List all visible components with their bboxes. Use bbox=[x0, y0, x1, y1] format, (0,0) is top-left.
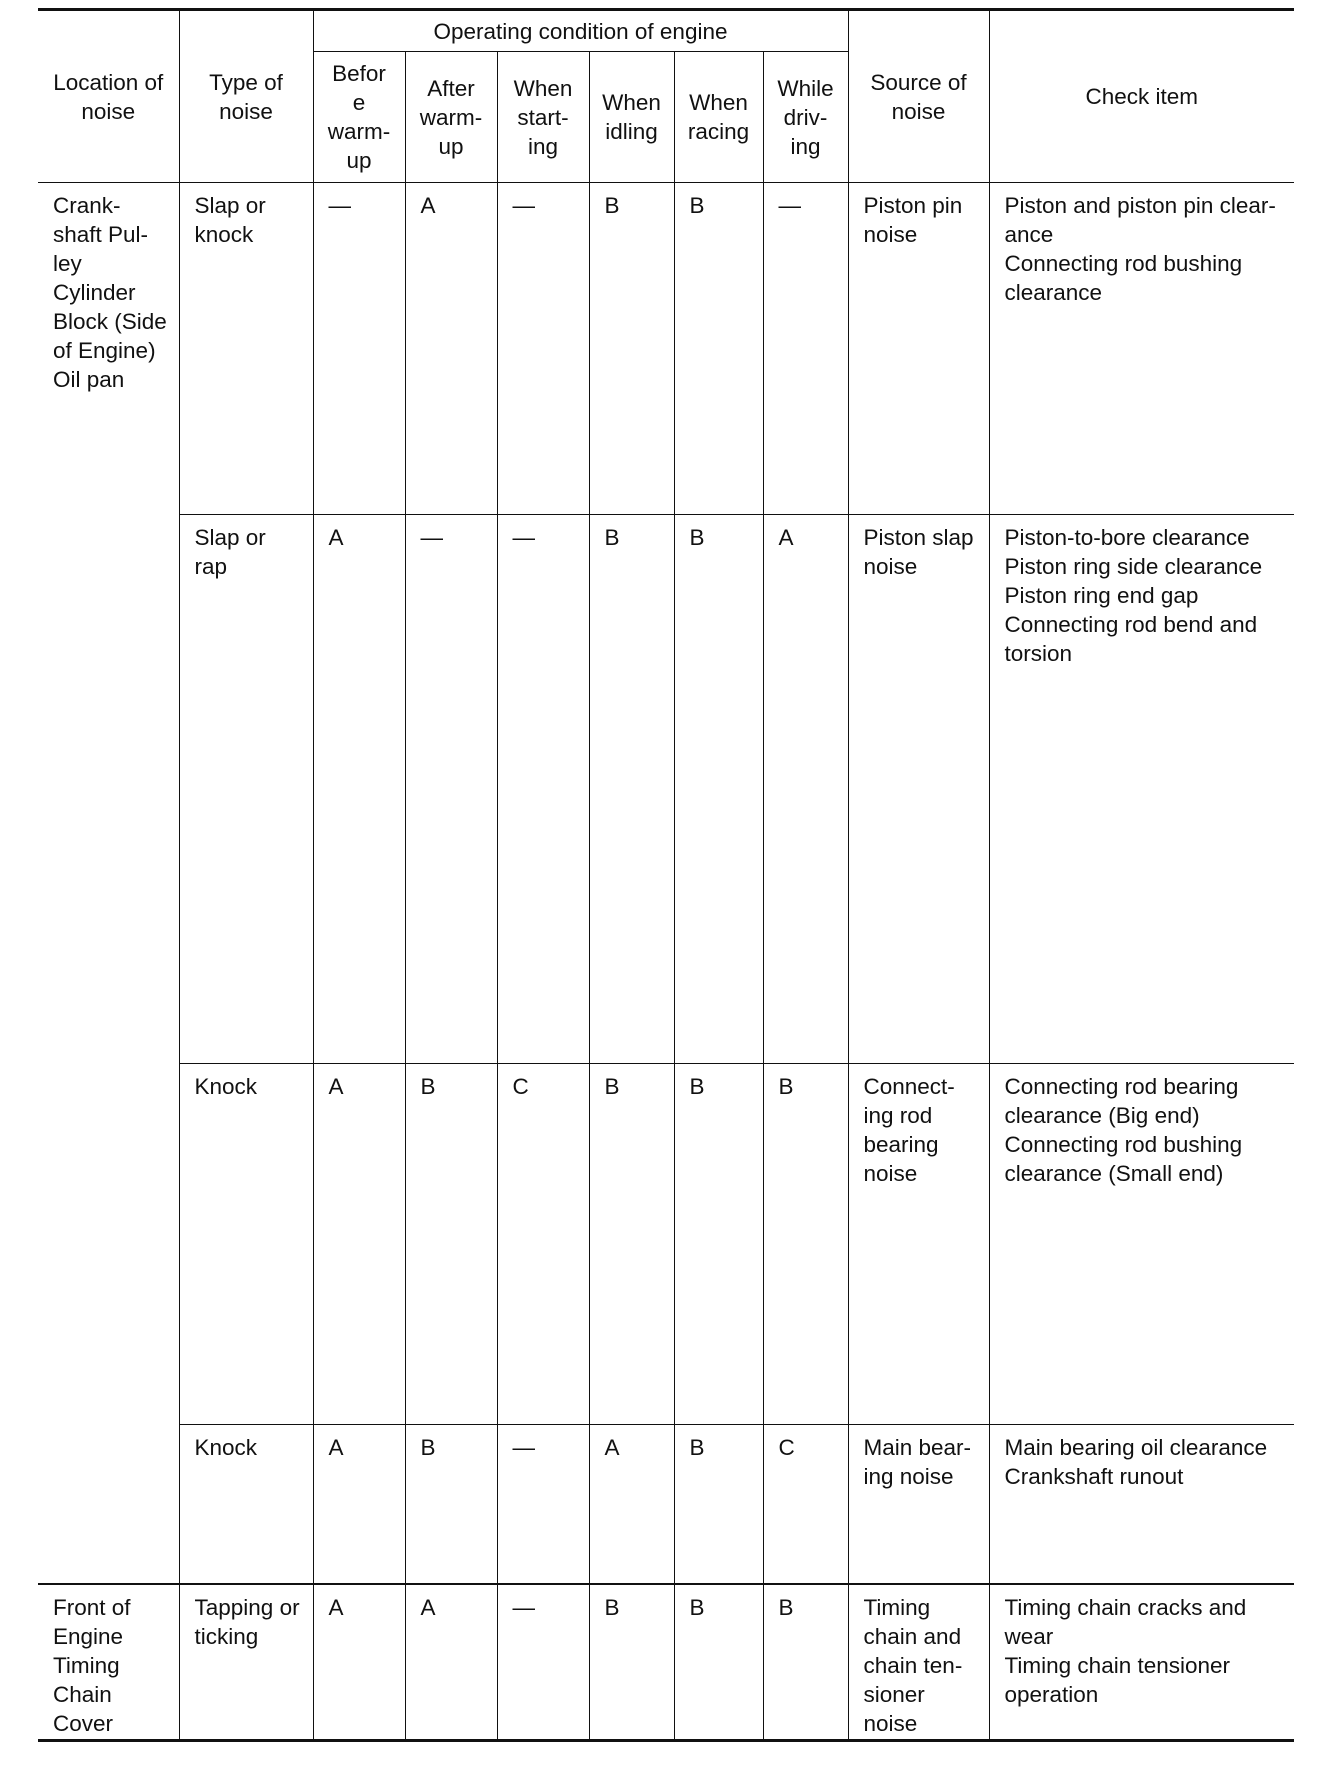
condition-cell: B bbox=[405, 1064, 497, 1425]
source-cell bbox=[848, 183, 989, 515]
cell-line: chain and bbox=[863, 1623, 962, 1649]
location-cell bbox=[38, 1584, 179, 1741]
cell-line: Type of bbox=[209, 69, 283, 95]
cell-line: Front of bbox=[53, 1594, 131, 1620]
header-source bbox=[848, 10, 989, 183]
condition-cell: B bbox=[589, 515, 674, 1064]
cell-line: ing bbox=[790, 133, 821, 159]
cell-line: While bbox=[777, 75, 834, 101]
type-cell bbox=[179, 1064, 313, 1425]
condition-cell: A bbox=[313, 1425, 405, 1584]
table-row bbox=[38, 1425, 1294, 1584]
header-after-warmup bbox=[405, 52, 497, 183]
cell-line: Piston and piston pin clear- bbox=[1004, 193, 1276, 218]
cell-line: Engine bbox=[53, 1623, 124, 1649]
condition-cell: A bbox=[405, 1584, 497, 1741]
location-cell bbox=[38, 183, 179, 1584]
cell-line: Timing chain cracks and bbox=[1004, 1594, 1247, 1620]
table-row bbox=[38, 183, 1294, 515]
cell-line: Slap or bbox=[194, 193, 266, 218]
check-item-cell bbox=[989, 515, 1294, 1064]
check-item-cell bbox=[989, 1064, 1294, 1425]
type-cell bbox=[179, 183, 313, 515]
cell-line: Oil pan bbox=[53, 367, 125, 392]
source-cell bbox=[848, 1425, 989, 1584]
type-cell bbox=[179, 515, 313, 1064]
condition-cell: B bbox=[674, 1064, 763, 1425]
cell-line: Check item bbox=[1085, 84, 1199, 109]
header-operating-condition: Operating condition of engine bbox=[313, 10, 848, 52]
cell-line: warm- bbox=[327, 119, 391, 145]
cell-line: Main bearing oil clearance bbox=[1004, 1435, 1268, 1460]
cell-line: When bbox=[602, 90, 661, 116]
cell-line: up bbox=[438, 133, 464, 159]
cell-line: of Engine) bbox=[53, 338, 156, 363]
cell-line: Crank- bbox=[53, 193, 121, 218]
cell-line: torsion bbox=[1004, 641, 1073, 666]
condition-cell: B bbox=[674, 1425, 763, 1584]
condition-cell: B bbox=[674, 515, 763, 1064]
cell-line: Connect- bbox=[863, 1074, 955, 1099]
source-cell bbox=[848, 1064, 989, 1425]
cell-line: ance bbox=[1004, 222, 1054, 247]
condition-cell: A bbox=[313, 1064, 405, 1425]
condition-cell: B bbox=[674, 1584, 763, 1741]
cell-line: ley bbox=[53, 251, 82, 276]
header-location bbox=[38, 10, 179, 183]
cell-line: ing bbox=[527, 133, 559, 159]
condition-cell: — bbox=[313, 183, 405, 515]
cell-line: noise bbox=[863, 1710, 918, 1736]
cell-line: noise bbox=[863, 222, 918, 247]
cell-line: shaft Pul- bbox=[53, 222, 149, 247]
cell-line: Location of bbox=[53, 69, 164, 95]
cell-line: racing bbox=[687, 119, 750, 145]
cell-line: ing rod bbox=[863, 1103, 933, 1128]
cell-line: Timing bbox=[53, 1652, 120, 1678]
table-row bbox=[38, 1584, 1294, 1741]
cell-line: Piston slap bbox=[863, 525, 974, 550]
cell-line: bearing bbox=[863, 1132, 939, 1157]
cell-line: noise bbox=[219, 98, 273, 124]
condition-cell: B bbox=[589, 1064, 674, 1425]
cell-line: operation bbox=[1004, 1681, 1099, 1707]
cell-line: ing noise bbox=[863, 1464, 954, 1489]
check-item-cell bbox=[989, 183, 1294, 515]
cell-line: rap bbox=[194, 554, 228, 579]
cell-line: up bbox=[346, 148, 372, 174]
cell-line: Main bear- bbox=[863, 1435, 972, 1460]
cell-line: Slap or bbox=[194, 525, 266, 550]
header-type bbox=[179, 10, 313, 183]
cell-line: Piston ring side clearance bbox=[1004, 554, 1263, 579]
condition-cell: A bbox=[589, 1425, 674, 1584]
cell-line: noise bbox=[891, 98, 946, 124]
source-cell bbox=[848, 1584, 989, 1741]
condition-cell: — bbox=[405, 515, 497, 1064]
header-while-driving bbox=[763, 52, 848, 183]
condition-cell: B bbox=[674, 183, 763, 515]
condition-cell: B bbox=[589, 183, 674, 515]
condition-cell: A bbox=[313, 1584, 405, 1741]
engine-noise-table bbox=[38, 8, 1294, 1742]
table-row bbox=[38, 515, 1294, 1064]
cell-line: ticking bbox=[194, 1623, 259, 1649]
cell-line: knock bbox=[194, 222, 254, 247]
header-when-starting bbox=[497, 52, 589, 183]
cell-line: Knock bbox=[194, 1435, 258, 1460]
cell-line: Timing bbox=[863, 1594, 931, 1620]
cell-line: noise bbox=[863, 554, 918, 579]
header-when-racing bbox=[674, 52, 763, 183]
check-item-cell bbox=[989, 1425, 1294, 1584]
check-item-cell bbox=[989, 1584, 1294, 1741]
cell-line: noise bbox=[863, 1161, 918, 1186]
condition-cell: — bbox=[497, 1584, 589, 1741]
cell-line: Piston pin bbox=[863, 193, 963, 218]
type-cell bbox=[179, 1584, 313, 1741]
cell-line: Chain bbox=[53, 1681, 112, 1707]
cell-line: When bbox=[689, 90, 748, 116]
cell-line: Befor bbox=[332, 61, 386, 87]
condition-cell: B bbox=[763, 1064, 848, 1425]
condition-cell: — bbox=[497, 1425, 589, 1584]
condition-cell: B bbox=[405, 1425, 497, 1584]
condition-cell: A bbox=[405, 183, 497, 515]
cell-line: Connecting rod bushing bbox=[1004, 1132, 1243, 1157]
cell-line: Knock bbox=[194, 1074, 258, 1099]
cell-line: Cover bbox=[53, 1710, 114, 1736]
cell-line: warm- bbox=[419, 104, 483, 130]
condition-cell: — bbox=[763, 183, 848, 515]
cell-line: chain ten- bbox=[863, 1652, 963, 1678]
condition-cell: A bbox=[313, 515, 405, 1064]
cell-line: noise bbox=[81, 98, 136, 124]
type-cell bbox=[179, 1425, 313, 1584]
cell-line: Crankshaft runout bbox=[1004, 1464, 1184, 1489]
cell-line: e bbox=[352, 90, 366, 116]
cell-line: When bbox=[513, 75, 573, 101]
cell-line: Connecting rod bend and bbox=[1004, 612, 1258, 637]
condition-cell: B bbox=[589, 1584, 674, 1741]
cell-line: Block (Side bbox=[53, 309, 167, 334]
cell-line: After bbox=[427, 75, 475, 101]
condition-cell: — bbox=[497, 183, 589, 515]
cell-line: Cylinder bbox=[53, 280, 136, 305]
header-check-item bbox=[989, 10, 1294, 183]
cell-line: wear bbox=[1004, 1623, 1054, 1649]
cell-line: Piston ring end gap bbox=[1004, 583, 1199, 608]
condition-cell: C bbox=[763, 1425, 848, 1584]
cell-line: clearance (Big end) bbox=[1004, 1103, 1200, 1128]
table-row bbox=[38, 1064, 1294, 1425]
cell-line: Connecting rod bushing bbox=[1004, 251, 1243, 276]
source-cell bbox=[848, 515, 989, 1064]
cell-line: clearance (Small end) bbox=[1004, 1161, 1224, 1186]
cell-line: start- bbox=[517, 104, 569, 130]
condition-cell: A bbox=[763, 515, 848, 1064]
condition-cell: — bbox=[497, 515, 589, 1064]
cell-line: Connecting rod bearing bbox=[1004, 1074, 1239, 1099]
header-before-warmup bbox=[313, 52, 405, 183]
cell-line: sioner bbox=[863, 1681, 925, 1707]
cell-line: clearance bbox=[1004, 280, 1103, 305]
condition-cell: C bbox=[497, 1064, 589, 1425]
cell-line: driv- bbox=[783, 104, 828, 130]
cell-line: Source of bbox=[870, 69, 967, 95]
cell-line: Piston-to-bore clearance bbox=[1004, 525, 1250, 550]
header-when-idling bbox=[589, 52, 674, 183]
condition-cell: B bbox=[763, 1584, 848, 1741]
cell-line: idling bbox=[605, 119, 658, 145]
cell-line: Timing chain tensioner bbox=[1004, 1652, 1231, 1678]
cell-line: Tapping or bbox=[194, 1594, 300, 1620]
